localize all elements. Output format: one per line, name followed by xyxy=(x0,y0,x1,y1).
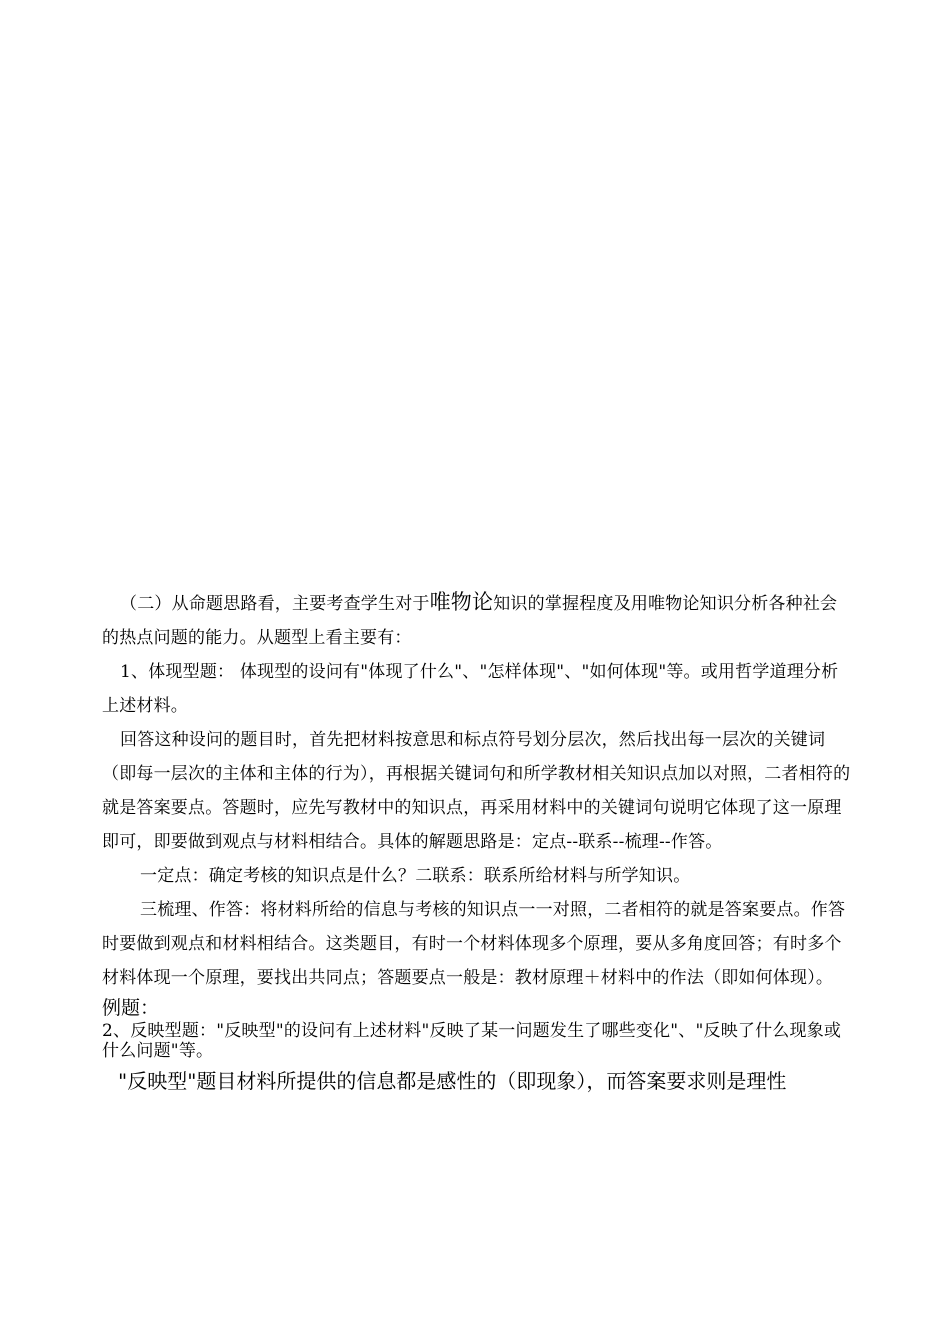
intro-emphasis: 唯物论 xyxy=(429,590,494,614)
paragraph-type-1: 1、体现型题： 体现型的设问有"体现了什么"、"怎样体现"、"如何体现"等。或用哲学道理分析上述材料。 xyxy=(102,662,839,716)
example-heading: 例题： xyxy=(102,997,160,1019)
intro-suffix: 知识的掌握程度及用唯物论知识分析各种社会的热点问题的能力。从题型上看主要有： xyxy=(102,594,838,648)
paragraph-answer-method: 回答这种设问的题目时，首先把材料按意思和标点符号划分层次，然后找出每一层次的关键词（即每一层次的主体和主体的行为），再根据关键词句和所学教材相关知识点加以对照，二者相符的就是答案要点。答题时，应先写教材中的知识点，再采用材料中的关键词句说明它体现了这一原理即可，即要做到观点与材料相结合。具体的解题思路是：定点--联系--梳理--作答。 xyxy=(102,730,851,852)
paragraph-steps-3: 三梳理、作答：将材料所给的信息与考核的知识点一一对照，二者相符的就是答案要点。作答时要做到观点和材料相结合。这类题目，有时一个材料体现多个原理，要从多角度回答；有时多个材料体现一个原理，要找出共同点；答题要点一般是：教材原理＋材料中的作法（即如何体现）。 xyxy=(102,900,846,988)
paragraph-steps-1-2: 一定点：确定考核的知识点是什么？二联系：联系所给材料与所学知识。 xyxy=(140,866,691,886)
paragraph-type-2: 2、反映型题："反映型"的设问有上述材料"反映了某一问题发生了哪些变化"、"反映了什么现象或什么问题"等。 xyxy=(102,1021,842,1061)
document-body xyxy=(102,585,854,1099)
intro-prefix: （二）从命题思路看，主要考查学生对于 xyxy=(120,594,430,614)
paragraph-type-2-explanation: "反映型"题目材料所提供的信息都是感性的（即现象），而答案要求则是理性 xyxy=(118,1069,787,1093)
paragraph-intro xyxy=(102,585,854,655)
